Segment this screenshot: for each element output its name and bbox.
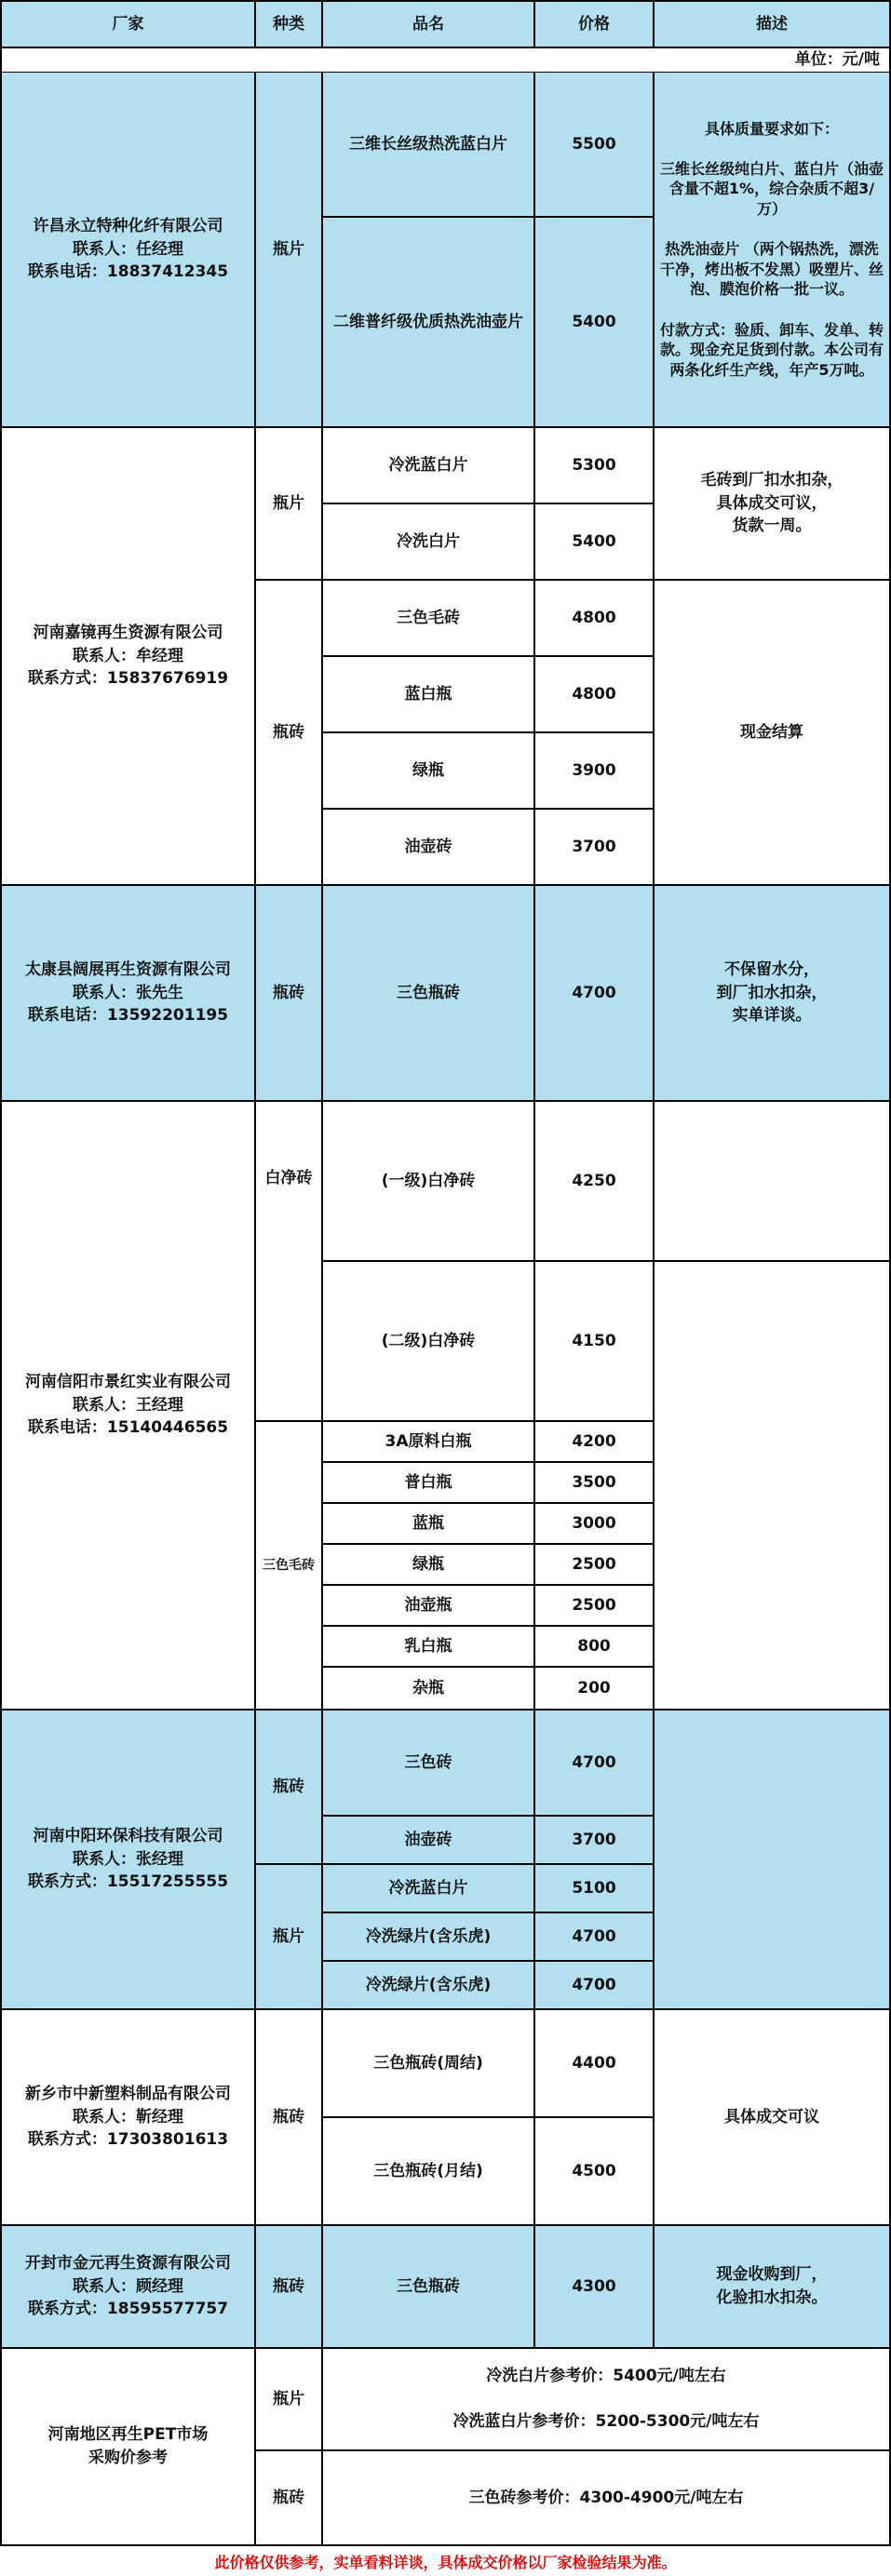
- company-2-product-a2: 冷洗白片: [323, 504, 535, 581]
- company-3-desc: 不保留水分， 到厂扣水扣杂， 实单详谈。: [655, 886, 891, 1102]
- company-4-product-a2: (二级)白净砖: [323, 1262, 535, 1422]
- company-4-desc-2: [655, 1262, 891, 1711]
- header-desc: 描述: [655, 0, 891, 48]
- company-2-price-a2: 5400: [535, 504, 655, 581]
- header-price: 价格: [535, 0, 655, 48]
- company-5-factory: 河南中阳环保科技有限公司 联系人：张经理 联系方式：15517255555: [0, 1711, 256, 2010]
- company-5-product-a1: 三色砖: [323, 1711, 535, 1817]
- company-4-desc-1: [655, 1102, 891, 1262]
- company-2-price-b1: 4800: [535, 581, 655, 657]
- company-4-price-b2: 3500: [535, 1463, 655, 1504]
- company-5-product-a2: 油壶砖: [323, 1817, 535, 1865]
- company-5-desc: [655, 1711, 891, 2010]
- company-4-kind-a: 白净砖: [256, 1102, 323, 1422]
- company-2-price-b3: 3900: [535, 733, 655, 810]
- reference-kind-b: 瓶砖: [256, 2451, 323, 2546]
- company-7-price-1: 4300: [535, 2226, 655, 2349]
- reference-price-a: 冷洗白片参考价：5400元/吨左右 冷洗蓝白片参考价：5200-5300元/吨左右: [323, 2349, 891, 2451]
- company-5-price-b2: 4700: [535, 1913, 655, 1962]
- company-4-price-b7: 200: [535, 1668, 655, 1711]
- company-3-product-1: 三色瓶砖: [323, 886, 535, 1102]
- company-6-price-1: 4400: [535, 2010, 655, 2118]
- company-4-factory: 河南信阳市景红实业有限公司 联系人：王经理 联系电话：15140446565: [0, 1102, 256, 1711]
- company-1-product-2: 二维普纤级优质热洗油壶片: [323, 218, 535, 428]
- company-6-product-2: 三色瓶砖(月结): [323, 2118, 535, 2226]
- company-5-product-b2: 冷洗绿片(含乐虎): [323, 1913, 535, 1962]
- company-6-factory: 新乡市中新塑料制品有限公司 联系人：靳经理 联系方式：17303801613: [0, 2010, 256, 2226]
- company-4-product-b1: 3A原料白瓶: [323, 1422, 535, 1463]
- company-4-price-b4: 2500: [535, 1545, 655, 1586]
- company-5-kind-b: 瓶片: [256, 1865, 323, 2010]
- company-3-kind: 瓶砖: [256, 886, 323, 1102]
- company-4-product-b3: 蓝瓶: [323, 1504, 535, 1545]
- company-4-product-b7: 杂瓶: [323, 1668, 535, 1711]
- company-4-price-b5: 2500: [535, 1586, 655, 1627]
- company-1-factory: 许昌永立特种化纤有限公司 联系人：任经理 联系电话：18837412345: [0, 73, 256, 428]
- company-1-price-2: 5400: [535, 218, 655, 428]
- company-2-price-b4: 3700: [535, 810, 655, 886]
- company-1-product-1: 三维长丝级热洗蓝白片: [323, 73, 535, 218]
- company-2-factory: 河南嘉镜再生资源有限公司 联系人：牟经理 联系方式：15837676919: [0, 428, 256, 886]
- reference-title: 河南地区再生PET市场 采购价参考: [0, 2349, 256, 2546]
- company-5-price-a2: 3700: [535, 1817, 655, 1865]
- company-7-kind: 瓶砖: [256, 2226, 323, 2349]
- company-7-desc: 现金收购到厂， 化验扣水扣杂。: [655, 2226, 891, 2349]
- company-5-price-b1: 5100: [535, 1865, 655, 1913]
- company-2-price-a1: 5300: [535, 428, 655, 504]
- company-4-price-a2: 4150: [535, 1262, 655, 1422]
- company-4-kind-b: 三色毛砖: [256, 1422, 323, 1711]
- header-kind: 种类: [256, 0, 323, 48]
- company-4-price-b3: 3000: [535, 1504, 655, 1545]
- company-6-product-1: 三色瓶砖(周结): [323, 2010, 535, 2118]
- company-2-desc-b: 现金结算: [655, 581, 891, 886]
- company-5-price-b3: 4700: [535, 1962, 655, 2010]
- company-6-desc: 具体成交可议: [655, 2010, 891, 2226]
- company-2-price-b2: 4800: [535, 657, 655, 733]
- reference-kind-a: 瓶片: [256, 2349, 323, 2451]
- company-4-product-b5: 油壶瓶: [323, 1586, 535, 1627]
- company-2-product-b4: 油壶砖: [323, 810, 535, 886]
- company-2-product-a1: 冷洗蓝白片: [323, 428, 535, 504]
- company-4-price-a1: 4250: [535, 1102, 655, 1262]
- company-6-price-2: 4500: [535, 2118, 655, 2226]
- header-product: 品名: [323, 0, 535, 48]
- company-2-desc-a: 毛砖到厂扣水扣杂， 具体成交可议， 货款一周。: [655, 428, 891, 581]
- company-5-kind-a: 瓶砖: [256, 1711, 323, 1865]
- company-5-product-b3: 冷洗绿片(含乐虎): [323, 1962, 535, 2010]
- company-2-kind-b: 瓶砖: [256, 581, 323, 886]
- company-3-price-1: 4700: [535, 886, 655, 1102]
- company-2-kind-a: 瓶片: [256, 428, 323, 581]
- company-2-product-b3: 绿瓶: [323, 733, 535, 810]
- company-4-price-b6: 800: [535, 1627, 655, 1668]
- company-2-product-b2: 蓝白瓶: [323, 657, 535, 733]
- company-4-product-b2: 普白瓶: [323, 1463, 535, 1504]
- header-factory: 厂家: [0, 0, 256, 48]
- company-3-factory: 太康县阔展再生资源有限公司 联系人：张先生 联系电话：13592201195: [0, 886, 256, 1102]
- unit-label: 单位：元/吨: [0, 48, 891, 73]
- company-1-kind: 瓶片: [256, 73, 323, 428]
- company-5-price-a1: 4700: [535, 1711, 655, 1817]
- company-1-price-1: 5500: [535, 73, 655, 218]
- company-7-factory: 开封市金元再生资源有限公司 联系人：顾经理 联系方式：18595577757: [0, 2226, 256, 2349]
- disclaimer-footer: 此价格仅供参考，实单看料详谈，具体成交价格以厂家检验结果为准。: [214, 2553, 677, 2571]
- company-2-product-b1: 三色毛砖: [323, 581, 535, 657]
- company-4-price-b1: 4200: [535, 1422, 655, 1463]
- company-4-product-b6: 乳白瓶: [323, 1627, 535, 1668]
- reference-price-b: 三色砖参考价：4300-4900元/吨左右: [323, 2451, 891, 2546]
- company-4-product-b4: 绿瓶: [323, 1545, 535, 1586]
- company-7-product-1: 三色瓶砖: [323, 2226, 535, 2349]
- company-5-product-b1: 冷洗蓝白片: [323, 1865, 535, 1913]
- company-1-desc: 具体质量要求如下： 三维长丝级纯白片、蓝白片（油壶含量不超1%，综合杂质不超3/万） 热洗油壶片 （两个锅热洗，漂洗干净，烤出板不发黑）吸塑片、丝泡、膜泡价格一批一议。 付款方式：验质、卸车、发单、转款。现金充足货到付款。本公司有两条化纤生产线，年产5万吨。: [655, 73, 891, 428]
- company-4-product-a1: (一级)白净砖: [323, 1102, 535, 1262]
- company-6-kind: 瓶砖: [256, 2010, 323, 2226]
